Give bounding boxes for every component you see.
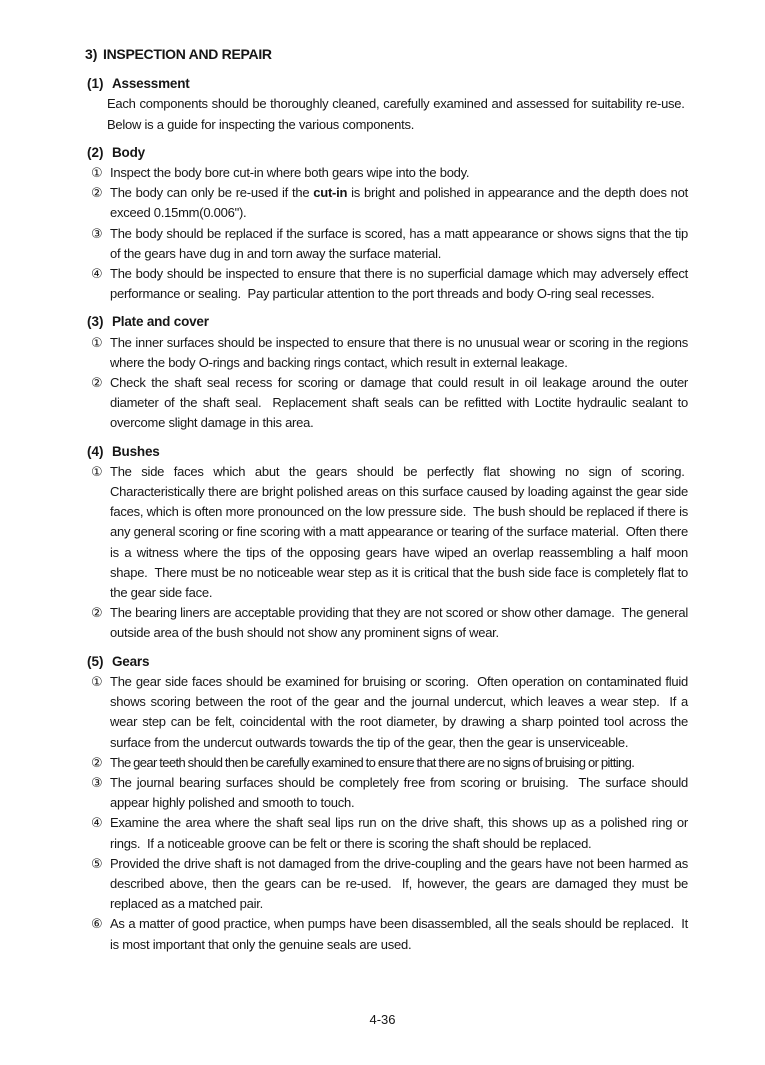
item-text: Check the shaft seal recess for scoring or damage that could result in oil leakage around the outer diameter of the shaft seal. Replacement shaft seals can be refitted with Loctite hydraulic sealant to overcome slight damage in this area.	[110, 375, 688, 431]
section-title: Body	[112, 144, 145, 160]
item-text: As a matter of good practice, when pumps have been disassembled, all the seals should be replaced. It is most important that only the genuine seals are used.	[110, 916, 688, 952]
list-item	[85, 264, 688, 304]
circled-number-marker: ②	[91, 754, 103, 770]
list-item	[85, 163, 688, 183]
circled-number-marker: ⑥	[91, 916, 103, 932]
circled-number-marker: ⑤	[91, 855, 103, 871]
item-text: The gear side faces should be examined for bruising or scoring. Often operation on contaminated fluid shows scoring between the root of the gear and the journal undercut, which leaves a wear step. If a wear step can be felt, coincidental with the root diameter, by drawing a sharp pointed tool across the surface from the undercut outwards towards the tip of the gear, then the gear is unserviceable.	[110, 673, 688, 750]
item-text: The gear teeth should then be carefully examined to ensure that there are no signs of bruising or pitting.	[110, 754, 635, 770]
circled-number-marker: ④	[91, 815, 103, 831]
bold-text: cut-in	[313, 185, 348, 201]
item-text: The body should be inspected to ensure that there is no superficial damage which may adversely effect performance or sealing. Pay particular attention to the port threads and body O-ring seal recesses.	[110, 266, 688, 302]
list-item	[85, 914, 688, 954]
section-number: (1)	[87, 76, 104, 92]
section-body	[85, 143, 688, 305]
list-item	[85, 753, 688, 773]
section-title: Assessment	[112, 76, 190, 92]
section-heading	[87, 74, 688, 94]
section-heading	[87, 442, 688, 462]
circled-number-marker: ④	[91, 266, 103, 282]
item-text: is bright and polished in appearance and the depth does not exceed 0.15mm(0.006").	[110, 185, 688, 221]
section-number: (4)	[87, 443, 104, 459]
sections-container	[85, 74, 688, 955]
section-heading	[87, 312, 688, 332]
circled-number-marker: ②	[91, 605, 103, 621]
circled-number-marker: ①	[91, 165, 103, 181]
page-title-text: INSPECTION AND REPAIR	[103, 46, 272, 62]
circled-number-marker: ③	[91, 225, 103, 241]
circled-number-marker: ①	[91, 334, 103, 350]
item-text: The side faces which abut the gears should be perfectly flat showing no sign of scoring. Characteristically there are bright polished areas on this surface caused by loading against the gear side faces, which is often more pronounced on the low pressure side. The bush should be replaced if there is any general scoring or fine scoring with a matt appearance or tearing of the surface material. Often there is a witness where the tips of the opposing gears have wiped an overlap reassembling a half moon shape. There must be no noticeable wear step as it is critical that the bush side face is completely flat to the gear side face.	[110, 463, 688, 601]
item-text: The inner surfaces should be inspected to ensure that there is no unusual wear or scoring in the regions where the body O-rings and backing rings contact, which result in external leakage.	[110, 334, 688, 370]
list-item	[85, 183, 688, 223]
section-title: Bushes	[112, 443, 160, 459]
page-title-number: 3)	[85, 46, 98, 62]
circled-number-marker: ②	[91, 375, 103, 391]
section-heading	[87, 652, 688, 672]
circled-number-marker: ①	[91, 673, 103, 689]
item-text: Examine the area where the shaft seal lips run on the drive shaft, this shows up as a polished ring or rings. If a noticeable groove can be felt or there is scoring the shaft should be replaced.	[110, 815, 688, 851]
section-assessment	[85, 74, 688, 135]
section-number: (5)	[87, 653, 104, 669]
circled-number-marker: ①	[91, 463, 103, 479]
list-item	[85, 462, 688, 603]
page-number: 4-36	[369, 1012, 396, 1027]
section-heading	[87, 143, 688, 163]
section-paragraph: Each components should be thoroughly cleaned, carefully examined and assessed for suitability re-use. Below is a guide for inspecting the various components.	[107, 96, 688, 132]
list-item	[85, 773, 688, 813]
section-gears	[85, 652, 688, 955]
item-text: The bearing liners are acceptable providing that they are not scored or show other damage. The general outside area of the bush should not show any prominent signs of wear.	[110, 605, 688, 641]
list-item	[85, 603, 688, 643]
item-text: The journal bearing surfaces should be completely free from scoring or bruising. The surface should appear highly polished and smooth to touch.	[110, 774, 688, 811]
section-number: (3)	[87, 314, 104, 330]
circled-number-marker: ②	[91, 185, 103, 201]
circled-number-marker: ③	[91, 774, 103, 790]
section-title: Gears	[112, 653, 150, 669]
item-text: Inspect the body bore cut-in where both gears wipe into the body.	[110, 165, 470, 181]
section-plate-and-cover	[85, 312, 688, 433]
list-item	[85, 672, 688, 753]
section-title: Plate and cover	[112, 314, 209, 330]
page-title	[85, 44, 688, 64]
item-text: The body should be replaced if the surface is scored, has a matt appearance or shows signs that the tip of the gears have dug in and torn away the surface material.	[110, 225, 688, 261]
list-item	[85, 373, 688, 434]
list-item	[85, 333, 688, 373]
list-item	[85, 224, 688, 264]
item-text: The body can only be re-used if the	[110, 185, 314, 201]
section-bushes	[85, 442, 688, 644]
list-item	[85, 854, 688, 915]
list-item	[85, 813, 688, 853]
item-text: Provided the drive shaft is not damaged from the drive-coupling and the gears have not been harmed as described above, then the gears can be re-used. If, however, the gears are damaged they must be replaced as a matched pair.	[110, 855, 688, 912]
section-number: (2)	[87, 144, 104, 160]
